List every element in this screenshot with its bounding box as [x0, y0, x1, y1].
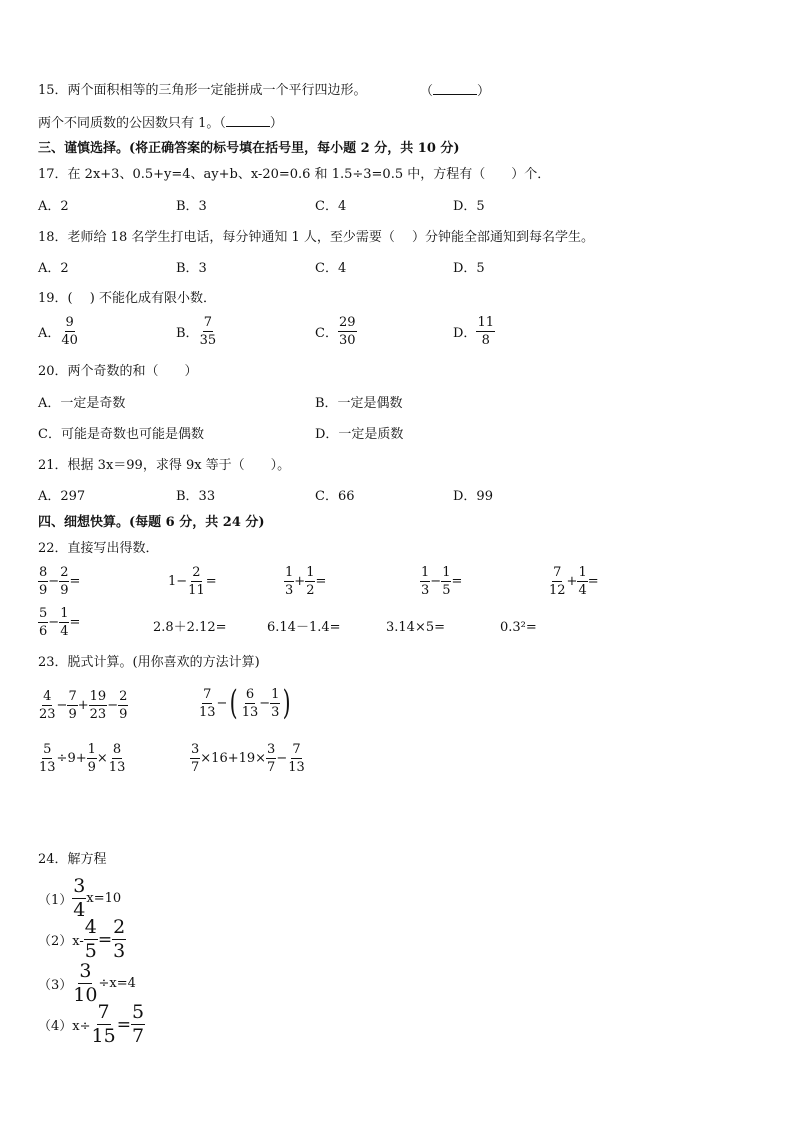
expression-text: 6.14－1.4= — [267, 620, 341, 635]
option-c[interactable]: C．66 — [315, 489, 355, 504]
expression-text: 0.3²= — [500, 620, 537, 635]
fraction: $\frac{9}{40}$ — [61, 315, 78, 348]
option-a[interactable]: A．297 — [38, 489, 86, 504]
option-d[interactable]: D．99 — [453, 489, 493, 504]
expression-23-2: $\frac{7}{13}$ − ( $\frac{6}{13}$ − $\frac{1}{3}$ ) — [199, 683, 292, 723]
option-d[interactable]: D．一定是质数 — [315, 427, 404, 442]
expression-23-1: $\frac{4}{23}$ − $\frac{7}{9}$ + $\frac{19}{23}$ − $\frac{2}{9}$ — [39, 689, 128, 722]
equation-1: （1） $\frac{3}{4}$ x=10 — [38, 875, 122, 921]
option-c[interactable]: C．4 — [315, 199, 347, 214]
question-24: 24．解方程 — [38, 852, 107, 867]
option-d[interactable]: D． $\frac{11}{8}$ — [453, 315, 494, 348]
question-19: 19．( ) 不能化成有限小数． — [38, 291, 216, 306]
option-b[interactable]: B．33 — [176, 489, 216, 504]
question-16: 两个不同质数的公因数只有 1。（ ） — [38, 116, 283, 131]
expression-5-6-minus-1-4: $\frac{5}{6}$ − $\frac{1}{4}$ = — [39, 606, 81, 639]
option-d[interactable]: D．5 — [453, 199, 485, 214]
option-c[interactable]: C． $\frac{29}{30}$ — [315, 315, 356, 348]
expression-1-3-minus-1-5: $\frac{1}{3}$ − $\frac{1}{5}$ = — [421, 565, 463, 598]
question-text: 两个不同质数的公因数只有 1。（ — [38, 116, 226, 131]
option-c[interactable]: C．4 — [315, 261, 347, 276]
option-d[interactable]: D．5 — [453, 261, 485, 276]
option-b[interactable]: B．3 — [176, 261, 207, 276]
option-b[interactable]: B．一定是偶数 — [315, 396, 403, 411]
option-a[interactable]: A．2 — [38, 199, 69, 214]
option-b[interactable]: B．3 — [176, 199, 207, 214]
question-17: 17．在 2x+3、0.5+y=4、ay+b、x-20=0.6 和 1.5÷3=0.5 中，方程有（ ）个． — [38, 167, 551, 182]
question-23: 23．脱式计算。(用你喜欢的方法计算) — [38, 655, 260, 670]
expression-23-4: $\frac{3}{7}$ ×16+19× $\frac{3}{7}$ − $\frac{7}{13}$ — [191, 742, 305, 775]
equation-2: （2）x- $\frac{4}{5}$ = $\frac{2}{3}$ — [38, 916, 126, 962]
question-number: 15． — [38, 83, 68, 98]
option-a[interactable]: A． $\frac{9}{40}$ — [38, 315, 78, 348]
expression-1-minus-2-11: 1− $\frac{2}{11}$ = — [168, 565, 217, 598]
equation-3: （3） $\frac{3}{10}$ ÷x=4 — [38, 960, 136, 1006]
section-heading-3: 三、谨慎选择。(将正确答案的标号填在括号里，每小题 2 分，共 10 分) — [38, 141, 460, 156]
expression-23-3: $\frac{5}{13}$ ÷9+ $\frac{1}{9}$ × $\frac{8}{13}$ — [39, 742, 126, 775]
question-22: 22．直接写出得数． — [38, 541, 159, 556]
question-21: 21．根据 3x＝99，求得 9x 等于（ ）。 — [38, 458, 291, 473]
equation-4: （4）x÷ $\frac{7}{15}$ = $\frac{5}{7}$ — [38, 1001, 145, 1047]
question-18: 18．老师给 18 名学生打电话，每分钟通知 1 人，至少需要（ ）分钟能全部通知到每名学生。 — [38, 230, 595, 245]
expression-8-9-minus-2-9: $\frac{8}{9}$ − $\frac{2}{9}$ = — [39, 565, 81, 598]
option-a[interactable]: A．2 — [38, 261, 69, 276]
option-b[interactable]: B． $\frac{7}{35}$ — [176, 315, 217, 348]
expression-text: 2.8＋2.12= — [153, 620, 227, 635]
option-a[interactable]: A．一定是奇数 — [38, 396, 126, 411]
fraction: $\frac{11}{8}$ — [477, 315, 494, 348]
question-text: 两个面积相等的三角形一定能拼成一个平行四边形。 — [67, 83, 367, 98]
answer-blank[interactable] — [226, 114, 270, 127]
section-heading-4: 四、细想快算。(每题 6 分，共 24 分) — [38, 515, 265, 530]
option-c[interactable]: C．可能是奇数也可能是偶数 — [38, 427, 204, 442]
expression-7-12-plus-1-4: $\frac{7}{12}$ + $\frac{1}{4}$ = — [549, 565, 599, 598]
answer-blank[interactable] — [433, 82, 477, 95]
expression-text: 3.14×5= — [386, 620, 446, 635]
fraction: $\frac{29}{30}$ — [338, 315, 356, 348]
fraction: $\frac{7}{35}$ — [199, 315, 217, 348]
question-20: 20．两个奇数的和（ ） — [38, 364, 198, 379]
expression-1-3-plus-1-2: $\frac{1}{3}$ + $\frac{1}{2}$ = — [285, 565, 327, 598]
answer-bracket-15[interactable]: （ ） — [420, 84, 491, 99]
question-15 — [38, 82, 367, 100]
